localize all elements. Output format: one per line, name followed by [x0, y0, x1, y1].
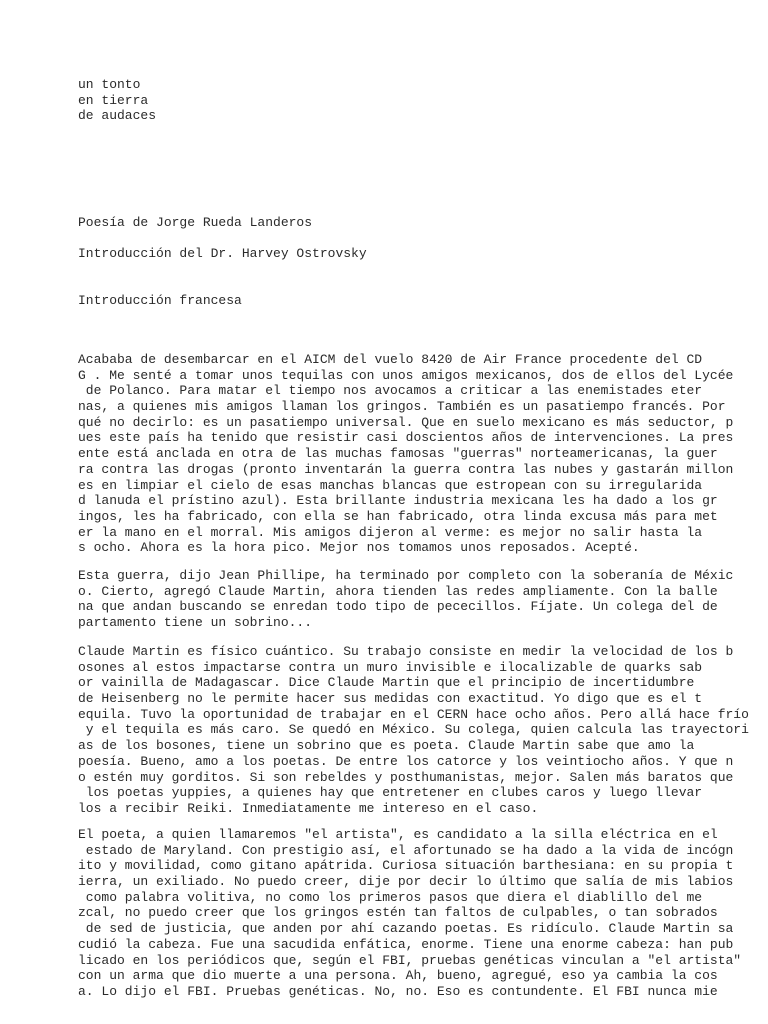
paragraph-line: na que andan buscando se enredan todo tipo de pececillos. Fíjate. Un colega del de: [78, 599, 718, 615]
paragraph-line: ra contra las drogas (pronto inventarán la guerra contra las nubes y gastarán millon: [78, 461, 734, 477]
paragraph-line: Acababa de desembarcar en el AICM del vuelo 8420 de Air France procedente del CD: [78, 352, 703, 367]
paragraph-line: ito y movilidad, como gitano apátrida. Curiosa situación barthesiana: en su propia t: [78, 858, 734, 874]
paragraph-line: ingos, les ha fabricado, con ella se han fabricado, otra linda excusa más para met: [78, 508, 718, 524]
paragraph-line: ierra, un exiliado. No puedo creer, dije por decir lo último que salía de mis labios: [78, 874, 734, 890]
paragraph-line: s ocho. Ahora es la hora pico. Mejor nos tomamos unos reposados. Acepté.: [78, 540, 640, 556]
paragraph-line: qué no decirlo: es un pasatiempo universal. Que en suelo mexicano es más seductor, p: [78, 414, 734, 430]
paragraph-line: de sed de justicia, que anden por ahí cazando poetas. Es ridículo. Claude Martin sa: [78, 921, 734, 937]
paragraph-line: nas, a quienes mis amigos llaman los gringos. También es un pasatiempo francés. Por: [78, 399, 726, 415]
paragraph-line: o. Cierto, agregó Claude Martin, ahora tienden las redes ampliamente. Con la balle: [78, 583, 718, 599]
body-paragraph-3: [78, 644, 749, 817]
cover-title-line: en tierra: [78, 93, 149, 108]
paragraph-line: de Polanco. Para matar el tiempo nos avocamos a criticar a las enemistades eter: [78, 383, 703, 399]
paragraph-line: equila. Tuvo la oportunidad de trabajar en el CERN hace ocho años. Pero allá hace frío: [78, 706, 749, 722]
paragraph-line: partamento tiene un sobrino...: [78, 615, 313, 631]
section-heading: Introducción francesa: [78, 293, 242, 308]
poetry-credit: Poesía de Jorge Rueda Landeros: [78, 215, 313, 230]
paragraph-line: zcal, no puedo creer que los gringos estén tan faltos de culpables, o tan sobrados: [78, 905, 718, 921]
paragraph-line: o estén muy gorditos. Si son rebeldes y posthumanistas, mejor. Salen más baratos que: [78, 769, 734, 785]
paragraph-line: er la mano en el morral. Mis amigos dijeron al verme: es mejor no salir hasta la: [78, 524, 703, 540]
paragraph-line: Claude Martin es físico cuántico. Su trabajo consiste en medir la velocidad de los b: [78, 644, 734, 659]
introduction-credit: Introducción del Dr. Harvey Ostrovsky: [78, 246, 367, 261]
paragraph-line: as de los bosones, tiene un sobrino que es poeta. Claude Martin sabe que amo la: [78, 738, 695, 754]
paragraph-line: El poeta, a quien llamaremos "el artista", es candidato a la silla eléctrica en el: [78, 827, 718, 842]
body-paragraph-2: [78, 568, 733, 631]
paragraph-line: estado de Maryland. Con prestigio así, el afortunado se ha dado a la vida de incógn: [78, 842, 734, 858]
paragraph-line: poesía. Bueno, amo a los poetas. De entre los catorce y los veintiocho años. Y que n: [78, 753, 734, 769]
paragraph-line: los a recibir Reiki. Inmediatamente me intereso en el caso.: [78, 800, 539, 816]
paragraph-line: ente está anclada en otra de las muchas famosas "guerras" norteamericanas, la guer: [78, 446, 718, 462]
paragraph-line: ues este país ha tenido que resistir casi doscientos años de intervenciones. La pres: [78, 430, 734, 446]
cover-title-line: un tonto: [78, 77, 141, 92]
paragraph-line: d lanuda el prístino azul). Esta brillante industria mexicana les ha dado a los gr: [78, 493, 718, 509]
paragraph-line: or vainilla de Madagascar. Dice Claude Martin que el principio de incertidumbre: [78, 675, 695, 691]
paragraph-line: G . Me senté a tomar unos tequilas con unos amigos mexicanos, dos de ellos del Lycée: [78, 367, 734, 383]
paragraph-line: es en limpiar el cielo de esas manchas blancas que estropean con su irregularida: [78, 477, 703, 493]
paragraph-line: los poetas yuppies, a quienes hay que entretener en clubes caros y luego llevar: [78, 785, 703, 801]
paragraph-line: Esta guerra, dijo Jean Phillipe, ha terminado por completo con la soberanía de Méxic: [78, 568, 734, 583]
paragraph-line: como palabra volitiva, no como los primeros pasos que diera el diablillo del me: [78, 889, 703, 905]
paragraph-line: con un arma que dio muerte a una persona. Ah, bueno, agregué, eso ya cambia la cos: [78, 968, 718, 984]
paragraph-line: a. Lo dijo el FBI. Pruebas genéticas. No, no. Eso es contundente. El FBI nunca mie: [78, 983, 718, 999]
paragraph-line: osones al estos impactarse contra un muro invisible e ilocalizable de quarks sab: [78, 659, 703, 675]
paragraph-line: cudió la cabeza. Fue una sacudida enfática, enorme. Tiene una enorme cabeza: han pub: [78, 936, 734, 952]
paragraph-line: de Heisenberg no le permite hacer sus medidas con exactitud. Yo digo que es el t: [78, 691, 703, 707]
body-paragraph-4: [78, 827, 741, 1000]
body-paragraph-1: [78, 352, 733, 556]
paragraph-line: licado en los periódicos que, según el FBI, pruebas genéticas vinculan a "el artista": [78, 952, 742, 968]
paragraph-line: y el tequila es más caro. Se quedó en México. Su colega, quien calcula las trayectori: [78, 722, 749, 738]
cover-title-line: de audaces: [78, 108, 157, 123]
